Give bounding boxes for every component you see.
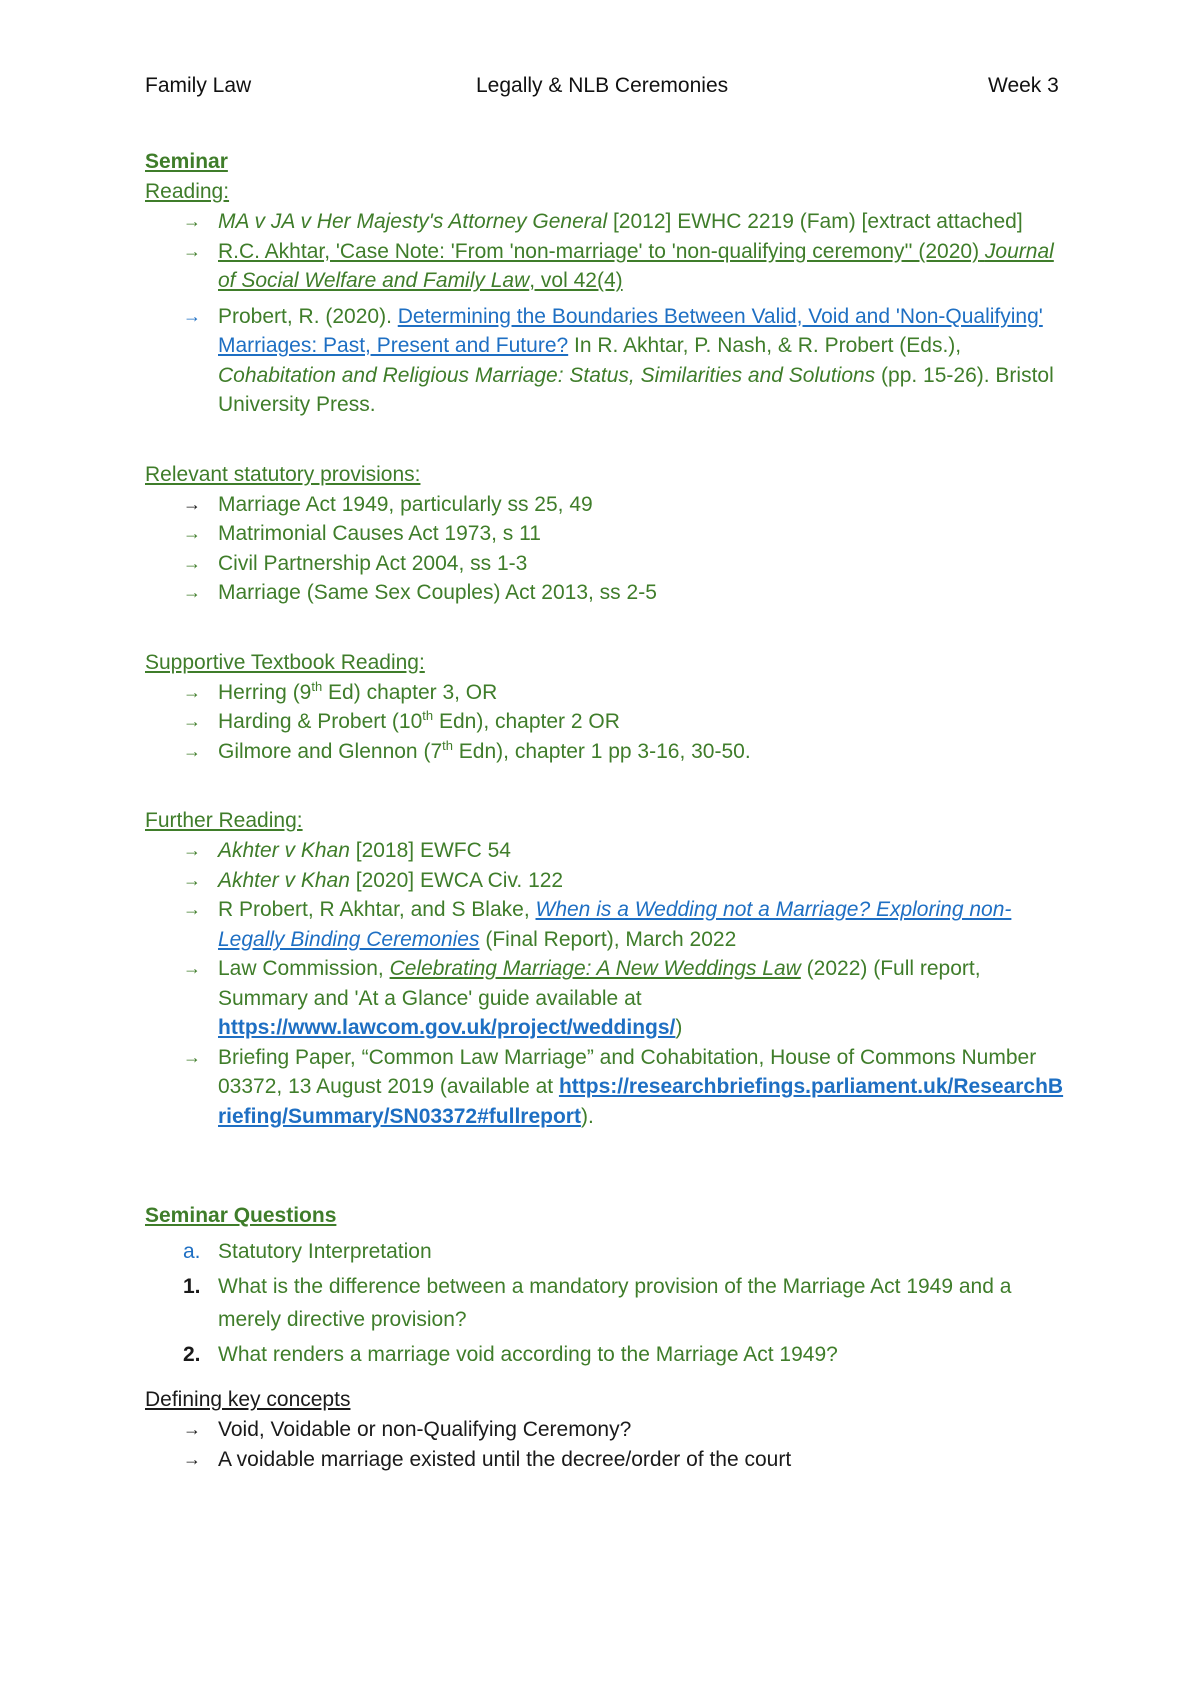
list-item: 2. What renders a marriage void according to the Marriage Act 1949? xyxy=(183,1343,838,1366)
list-item: → Briefing Paper, “Common Law Marriage” and Cohabitation, House of Commons Number 03372, 13 August 2019 (available at https://researchbriefings.parliament.uk/ResearchBriefing/Summary/SN03372#fullreport). xyxy=(145,1043,1065,1132)
lawcom-url-link[interactable]: https://www.lawcom.gov.uk/project/weddings/ xyxy=(218,1016,676,1039)
list-item: 1. What is the difference between a mandatory provision of the Marriage Act 1949 and a merely directive provision? xyxy=(183,1275,1012,1331)
right-arrow-icon: → xyxy=(183,240,201,261)
list-item: → Marriage Act 1949, particularly ss 25, 49 xyxy=(145,490,1065,520)
report-link[interactable]: When is a Wedding not a Marriage? Exploring non-Legally Binding Ceremonies xyxy=(218,898,1012,951)
textbook-heading: Supportive Textbook Reading: xyxy=(145,650,425,674)
reading-heading: Reading: xyxy=(145,180,230,203)
concepts-heading: Defining key concepts xyxy=(145,1388,351,1411)
list-item: → Probert, R. (2020). Determining the Boundaries Between Valid, Void and 'Non-Qualifying' Marriages: Past, Present and Future? In R. Akhtar, P. Nash, & R. Probert (Eds.), Cohabitation and Religious Marriage: Status, Similarities and Solutions (pp. 15-26). Bristol University Press. xyxy=(145,302,1065,420)
right-arrow-icon: → xyxy=(183,740,201,761)
right-arrow-icon: → xyxy=(183,211,201,231)
case-name: MA v JA v Her Majesty's Attorney General xyxy=(218,210,608,233)
right-arrow-icon: → xyxy=(183,1046,201,1067)
right-arrow-icon: → xyxy=(183,1448,201,1469)
list-item: → Harding & Probert (10th Edn), chapter 2 OR xyxy=(145,707,1065,737)
right-arrow-icon: → xyxy=(183,681,201,702)
header-course: Family Law xyxy=(145,74,252,97)
list-item: → Civil Partnership Act 2004, ss 1-3 xyxy=(145,549,1065,579)
right-arrow-icon: → xyxy=(183,958,201,978)
list-item: → R Probert, R Akhtar, and S Blake, When is a Wedding not a Marriage? Exploring non-Legally Binding Ceremonies (Final Report), March 2022 xyxy=(145,895,1065,954)
further-list xyxy=(145,836,1065,1131)
right-arrow-icon: → xyxy=(183,840,201,860)
list-item: → Void, Voidable or non-Qualifying Ceremony? xyxy=(145,1415,1065,1445)
questions-heading: Seminar Questions xyxy=(145,1204,337,1227)
questions-list xyxy=(145,1235,1065,1371)
main-content xyxy=(145,147,1065,1474)
list-item: a. Statutory Interpretation xyxy=(183,1240,432,1263)
right-arrow-icon: → xyxy=(183,899,201,919)
reading-list xyxy=(145,207,1065,420)
list-item: → A voidable marriage existed until the decree/order of the court xyxy=(145,1445,1065,1475)
list-item xyxy=(145,237,1065,296)
list-item: → Matrimonial Causes Act 1973, s 11 xyxy=(145,519,1065,549)
list-item: → Law Commission, Celebrating Marriage: A New Weddings Law (2022) (Full report, Summary and 'At a Glance' guide available at https://www.lawcom.gov.uk/project/weddings/) xyxy=(145,954,1065,1043)
statutory-list xyxy=(145,490,1065,608)
briefing-url-link[interactable]: https://researchbriefings.parliament.uk/ResearchBriefing/Summary/SN03372#fullreport xyxy=(218,1075,1064,1128)
header-week: Week 3 xyxy=(988,74,1059,97)
right-arrow-icon: → xyxy=(183,552,201,573)
header-topic: Legally & NLB Ceremonies xyxy=(476,74,729,97)
list-item: → Gilmore and Glennon (7th Edn), chapter 1 pp 3-16, 30-50. xyxy=(145,737,1065,767)
list-item: → Herring (9th Ed) chapter 3, OR xyxy=(145,678,1065,708)
further-heading: Further Reading: xyxy=(145,809,303,832)
textbook-list xyxy=(145,678,1065,767)
right-arrow-icon: → xyxy=(183,869,201,890)
law-commission-title[interactable]: Celebrating Marriage: A New Weddings Law xyxy=(389,957,801,980)
right-arrow-icon: → xyxy=(183,1419,201,1439)
citation-link[interactable]: R.C. Akhtar, 'Case Note: 'From 'non-marriage' to 'non-qualifying ceremony'' (2020) Journal of Social Welfare and Family Law, vol 42(4) xyxy=(218,239,1054,292)
right-arrow-icon: → xyxy=(183,305,201,326)
reading-link[interactable]: Determining the Boundaries Between Valid, Void and 'Non-Qualifying' Marriages: Past, Present and Future? xyxy=(218,304,1043,357)
right-arrow-icon: → xyxy=(183,711,201,731)
concepts-list xyxy=(145,1415,1065,1474)
right-arrow-icon: → xyxy=(183,582,201,602)
right-arrow-icon: → xyxy=(183,523,201,543)
statutory-heading: Relevant statutory provisions: xyxy=(145,462,421,486)
seminar-heading: Seminar xyxy=(145,150,228,173)
list-item: → MA v JA v Her Majesty's Attorney General [2012] EWHC 2219 (Fam) [extract attached] xyxy=(145,207,1065,237)
list-item: → Akhter v Khan [2018] EWFC 54 xyxy=(145,836,1065,866)
right-arrow-icon: → xyxy=(183,493,201,514)
list-item: → Akhter v Khan [2020] EWCA Civ. 122 xyxy=(145,866,1065,896)
list-item: → Marriage (Same Sex Couples) Act 2013, ss 2-5 xyxy=(145,578,1065,608)
